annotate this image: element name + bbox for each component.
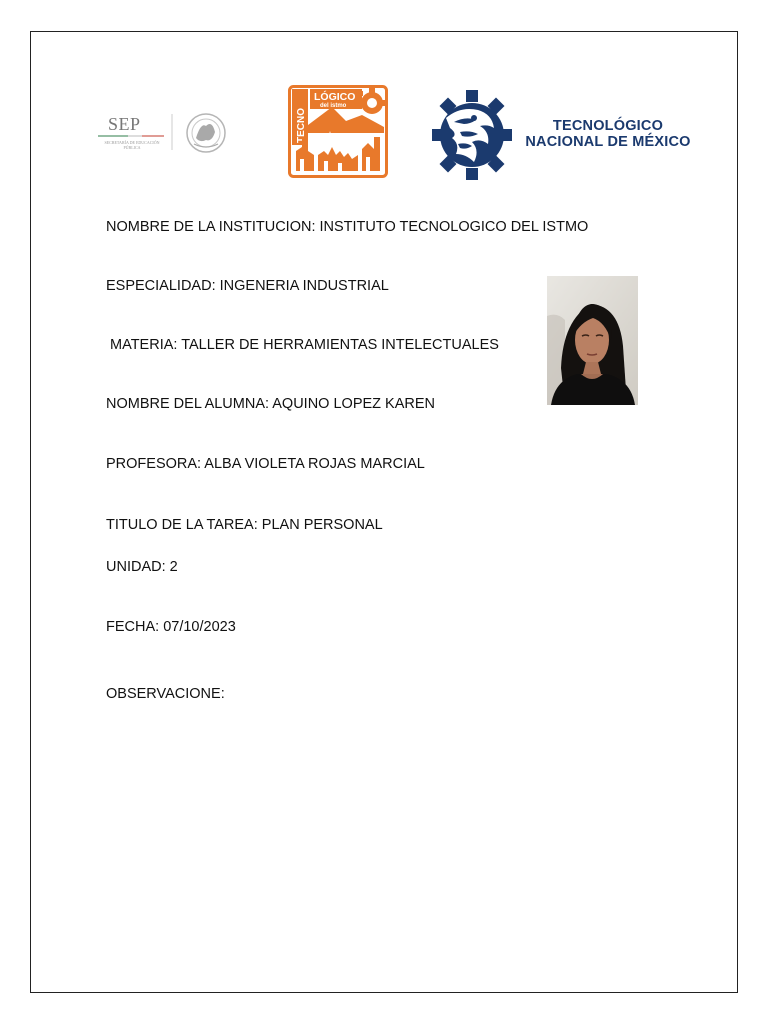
- tecnm-wordmark: [518, 118, 698, 150]
- tecnm-wordmark-line2: NACIONAL DE MÉXICO: [525, 134, 691, 150]
- istmo-logo-line2: LÓGICO: [314, 91, 356, 103]
- student-portrait-graphic: [547, 276, 638, 405]
- alumna-line: NOMBRE DEL ALUMNA: AQUINO LOPEZ KAREN: [106, 396, 436, 412]
- sep-wordmark: SEP: [108, 114, 141, 134]
- materia-line: MATERIA: TALLER DE HERRAMIENTAS INTELECTUALES: [106, 337, 499, 353]
- titulo-line: TITULO DE LA TAREA: PLAN PERSONAL: [106, 517, 383, 533]
- istmo-logo-graphic: [288, 85, 388, 178]
- tecnm-logo: [430, 88, 514, 182]
- profesora-line: PROFESORA: ALBA VIOLETA ROJAS MARCIAL: [106, 456, 425, 472]
- observaciones-line: OBSERVACIONE:: [106, 686, 225, 702]
- istmo-logo-line1: TECNO: [296, 108, 307, 143]
- tecnm-logo-graphic: [430, 88, 514, 182]
- sep-subtitle: SECRETARÍA DE EDUCACIÓN PÚBLICA: [104, 140, 160, 150]
- student-photo: [547, 276, 638, 405]
- istmo-logo-line3: del istmo: [320, 103, 347, 109]
- unidad-line: UNIDAD: 2: [106, 559, 178, 575]
- fecha-line: FECHA: 07/10/2023: [106, 619, 236, 635]
- sep-logo: [84, 110, 232, 156]
- especialidad-line: ESPECIALIDAD: INGENERIA INDUSTRIAL: [106, 278, 389, 294]
- tecnologico-del-istmo-logo: [288, 85, 388, 178]
- tecnm-wordmark-line1: TECNOLÓGICO: [552, 118, 664, 134]
- institucion-line: NOMBRE DE LA INSTITUCION: INSTITUTO TECNOLOGICO DEL ISTMO: [106, 219, 589, 235]
